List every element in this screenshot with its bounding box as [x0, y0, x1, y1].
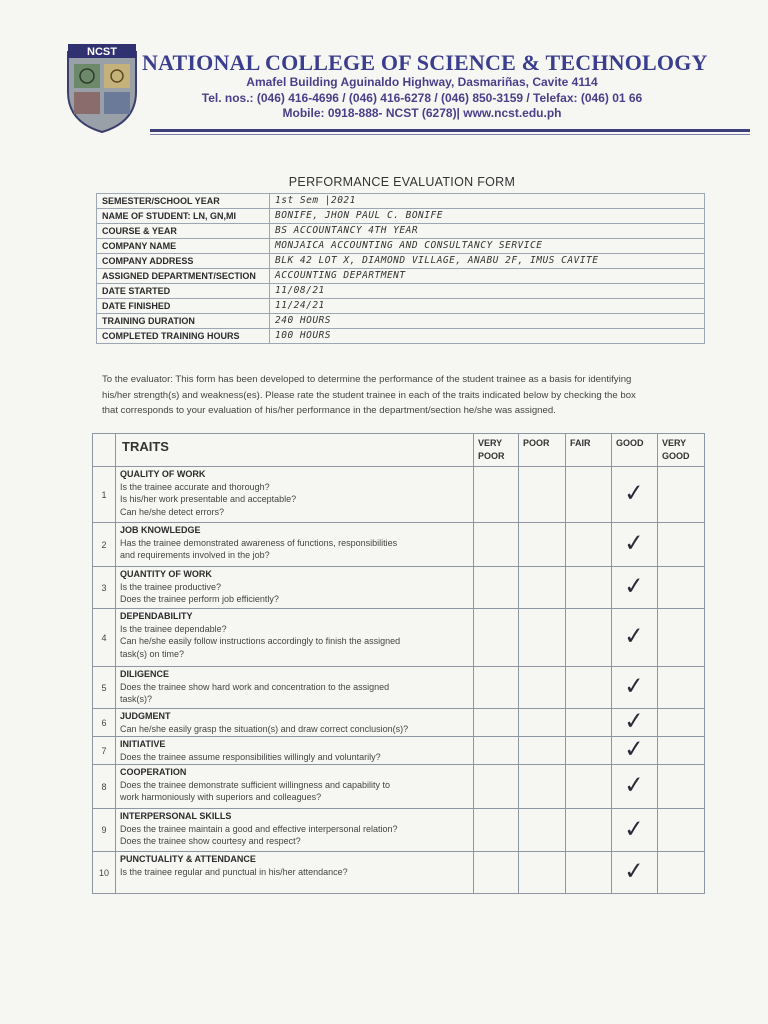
rating-header-fair: FAIR	[566, 434, 612, 467]
trait-question: Can he/she easily follow instructions accordingly to finish the assigned	[120, 636, 401, 646]
trait-question: Does the trainee show courtesy and respect?	[120, 836, 301, 846]
check-mark-icon: ✓	[623, 856, 646, 886]
rating-cell-very-good[interactable]	[658, 467, 705, 523]
rating-header-very-good: VERY GOOD	[658, 434, 705, 467]
rating-cell-fair[interactable]	[566, 609, 612, 667]
info-value[interactable]: BONIFE, JHON PAUL C. BONIFE	[270, 209, 705, 224]
trait-row	[93, 609, 705, 667]
info-label: NAME OF STUDENT: LN, GN,MI	[97, 209, 270, 224]
trait-question: Can he/she easily grasp the situation(s) and draw correct conclusion(s)?	[120, 723, 409, 734]
trait-row	[93, 765, 705, 809]
info-value[interactable]: 100 HOURS	[270, 329, 705, 344]
info-label: COMPANY ADDRESS	[97, 254, 270, 269]
trait-description	[116, 809, 474, 852]
trait-question: task(s)?	[120, 694, 153, 704]
ncst-logo	[62, 42, 142, 134]
rating-cell-very-poor[interactable]	[474, 609, 519, 667]
instruction-line: that corresponds to your evaluation of his/her performance in the department/section he/she was assigned.	[102, 405, 556, 416]
rating-cell-poor[interactable]	[519, 667, 566, 709]
trait-description	[116, 737, 474, 765]
trait-row	[93, 852, 705, 894]
info-value[interactable]: 11/24/21	[270, 299, 705, 314]
student-info-table	[96, 193, 705, 344]
trait-description	[116, 667, 474, 709]
trait-question: Is his/her work presentable and acceptable?	[120, 494, 297, 504]
trait-row	[93, 667, 705, 709]
trait-number: 5	[93, 667, 116, 709]
trait-description	[116, 567, 474, 609]
trait-question: task(s) on time?	[120, 648, 185, 659]
rating-cell-fair[interactable]	[566, 809, 612, 852]
trait-number: 6	[93, 709, 116, 737]
rating-header-poor: POOR	[519, 434, 566, 467]
trait-name: QUANTITY OF WORK	[120, 569, 212, 579]
trait-question: Has the trainee demonstrated awareness of functions, responsibilities	[120, 537, 398, 548]
rating-cell-very-poor[interactable]	[474, 667, 519, 709]
trait-description	[116, 765, 474, 809]
check-mark-icon: ✓	[623, 734, 646, 764]
school-mobile-website: Mobile: 0918-888- NCST (6278)| www.ncst.edu.ph	[282, 106, 562, 120]
rating-cell-poor[interactable]	[519, 737, 566, 765]
trait-number: 4	[93, 609, 116, 667]
header-divider	[150, 129, 750, 132]
info-value[interactable]: MONJAICA ACCOUNTING AND CONSULTANCY SERVICE	[270, 239, 705, 254]
rating-cell-poor[interactable]	[519, 809, 566, 852]
info-label: DATE FINISHED	[97, 299, 270, 314]
rating-cell-good[interactable]	[612, 523, 658, 567]
check-mark-icon: ✓	[623, 770, 646, 800]
rating-cell-poor[interactable]	[519, 467, 566, 523]
trait-name: INITIATIVE	[120, 739, 166, 749]
info-label: COMPANY NAME	[97, 239, 270, 254]
trait-row	[93, 809, 705, 852]
info-label: ASSIGNED DEPARTMENT/SECTION	[97, 269, 270, 284]
info-row	[97, 269, 705, 284]
rating-cell-good[interactable]	[612, 734, 658, 765]
trait-question: Does the trainee maintain a good and effective interpersonal relation?	[120, 823, 398, 834]
school-address: Amafel Building Aguinaldo Highway, Dasmariñas, Cavite 4114	[246, 75, 598, 89]
trait-question: Does the trainee perform job efficiently?	[120, 594, 279, 604]
trait-row	[93, 709, 705, 737]
rating-cell-very-poor[interactable]	[474, 737, 519, 765]
trait-name: QUALITY OF WORK	[120, 469, 206, 479]
info-row	[97, 254, 705, 269]
trait-description	[116, 523, 474, 567]
trait-description	[116, 609, 474, 667]
rating-cell-very-good[interactable]	[658, 852, 705, 894]
trait-number: 1	[93, 467, 116, 523]
rating-cell-very-good[interactable]	[658, 667, 705, 709]
info-value[interactable]: BLK 42 LOT X, DIAMOND VILLAGE, ANABU 2F, IMUS CAVITE	[270, 254, 705, 269]
trait-name: COOPERATION	[120, 767, 187, 777]
rating-cell-fair[interactable]	[566, 567, 612, 609]
school-name: NATIONAL COLLEGE OF SCIENCE & TECHNOLOGY	[142, 50, 708, 75]
info-row	[97, 314, 705, 329]
trait-number: 3	[93, 567, 116, 609]
rating-cell-very-good[interactable]	[658, 609, 705, 667]
rating-cell-fair[interactable]	[566, 737, 612, 765]
rating-cell-poor[interactable]	[519, 765, 566, 809]
trait-row	[93, 523, 705, 567]
rating-cell-poor[interactable]	[519, 852, 566, 894]
rating-cell-very-good[interactable]	[658, 737, 705, 765]
trait-description	[116, 852, 474, 894]
trait-question: Is the trainee productive?	[120, 581, 222, 592]
trait-name: PUNCTUALITY & ATTENDANCE	[120, 854, 256, 864]
trait-question: Does the trainee show hard work and concentration to the assigned	[120, 681, 390, 692]
svg-text:NCST: NCST	[87, 46, 117, 58]
header-divider-thin	[150, 134, 750, 135]
check-mark-icon: ✓	[623, 528, 646, 558]
info-value[interactable]: 1st Sem |2021	[270, 194, 705, 209]
rating-cell-poor[interactable]	[519, 523, 566, 567]
check-mark-icon: ✓	[623, 621, 646, 651]
rating-cell-very-good[interactable]	[658, 523, 705, 567]
rating-cell-very-poor[interactable]	[474, 809, 519, 852]
info-label: TRAINING DURATION	[97, 314, 270, 329]
rating-cell-good[interactable]	[612, 765, 658, 809]
rating-cell-good[interactable]	[612, 567, 658, 609]
rating-cell-fair[interactable]	[566, 709, 612, 737]
info-row	[97, 209, 705, 224]
trait-name: DEPENDABILITY	[120, 611, 193, 621]
trait-question: Does the trainee demonstrate sufficient willingness and capability to	[120, 779, 390, 790]
info-row	[97, 194, 705, 209]
trait-question: Is the trainee accurate and thorough?	[120, 481, 270, 492]
info-row	[97, 329, 705, 344]
info-value[interactable]: ACCOUNTING DEPARTMENT	[270, 269, 705, 284]
trait-question: Can he/she detect errors?	[120, 506, 225, 517]
trait-question: and requirements involved in the job?	[120, 550, 270, 560]
info-row	[97, 239, 705, 254]
trait-row	[93, 567, 705, 609]
number-header	[93, 434, 116, 467]
rating-cell-good[interactable]	[612, 809, 658, 852]
info-label: SEMESTER/SCHOOL YEAR	[97, 194, 270, 209]
rating-header-very-poor: VERY POOR	[474, 434, 519, 467]
check-mark-icon: ✓	[623, 478, 646, 508]
rating-cell-very-good[interactable]	[658, 765, 705, 809]
rating-cell-very-good[interactable]	[658, 567, 705, 609]
info-value[interactable]: BS ACCOUNTANCY 4TH YEAR	[270, 224, 705, 239]
rating-cell-poor[interactable]	[519, 609, 566, 667]
trait-description	[116, 709, 474, 737]
trait-name: JOB KNOWLEDGE	[120, 525, 201, 535]
trait-number: 7	[93, 737, 116, 765]
rating-cell-very-poor[interactable]	[474, 523, 519, 567]
rating-cell-good[interactable]	[612, 706, 658, 737]
rating-cell-fair[interactable]	[566, 852, 612, 894]
info-row	[97, 299, 705, 314]
instruction-line: To the evaluator: This form has been developed to determine the performance of the student trainee as a basis for identifying	[102, 374, 632, 385]
rating-cell-very-poor[interactable]	[474, 467, 519, 523]
trait-row	[93, 467, 705, 523]
instruction-line: his/her strength(s) and weakness(es). Please rate the student trainee in each of the traits indicated below by checking the box	[102, 389, 636, 401]
rating-cell-good[interactable]	[612, 852, 658, 894]
rating-cell-poor[interactable]	[519, 709, 566, 737]
info-value[interactable]: 11/08/21	[270, 284, 705, 299]
trait-name: INTERPERSONAL SKILLS	[120, 811, 232, 821]
info-row	[97, 224, 705, 239]
rating-cell-fair[interactable]	[566, 667, 612, 709]
check-mark-icon: ✓	[623, 671, 646, 701]
rating-cell-very-good[interactable]	[658, 809, 705, 852]
rating-cell-poor[interactable]	[519, 567, 566, 609]
rating-cell-very-poor[interactable]	[474, 765, 519, 809]
trait-number: 8	[93, 765, 116, 809]
trait-question: Is the trainee dependable?	[120, 623, 227, 634]
rating-cell-good[interactable]	[612, 467, 658, 523]
trait-row	[93, 737, 705, 765]
trait-question: work harmoniously with superiors and colleagues?	[120, 792, 322, 802]
check-mark-icon: ✓	[623, 813, 646, 844]
trait-name: DILIGENCE	[120, 669, 170, 679]
rating-cell-very-poor[interactable]	[474, 709, 519, 737]
info-value[interactable]: 240 HOURS	[270, 314, 705, 329]
traits-rating-table	[92, 433, 705, 894]
info-row	[97, 284, 705, 299]
rating-cell-fair[interactable]	[566, 523, 612, 567]
trait-number: 10	[93, 852, 116, 894]
rating-cell-very-good[interactable]	[658, 709, 705, 737]
evaluator-instructions	[102, 372, 702, 419]
school-telephone: Tel. nos.: (046) 416-4696 / (046) 416-6278 / (046) 850-3159 / Telefax: (046) 01 66	[201, 91, 643, 105]
trait-question: Does the trainee assume responsibilities willingly and voluntarily?	[120, 751, 381, 762]
info-label: DATE STARTED	[97, 284, 270, 299]
trait-description	[116, 467, 474, 523]
rating-cell-fair[interactable]	[566, 467, 612, 523]
check-mark-icon: ✓	[623, 706, 646, 736]
traits-header-row	[93, 434, 705, 467]
trait-name: JUDGMENT	[120, 711, 171, 721]
trait-number: 9	[93, 809, 116, 852]
info-label: COURSE & YEAR	[97, 224, 270, 239]
rating-cell-good[interactable]	[612, 667, 658, 709]
rating-cell-very-poor[interactable]	[474, 852, 519, 894]
rating-cell-fair[interactable]	[566, 765, 612, 809]
trait-number: 2	[93, 523, 116, 567]
check-mark-icon: ✓	[623, 571, 646, 601]
rating-cell-very-poor[interactable]	[474, 567, 519, 609]
rating-cell-good[interactable]	[612, 609, 658, 667]
trait-question: Is the trainee regular and punctual in his/her attendance?	[120, 866, 348, 877]
traits-header: TRAITS	[116, 434, 474, 467]
form-title: PERFORMANCE EVALUATION FORM	[288, 175, 516, 189]
info-label: COMPLETED TRAINING HOURS	[97, 329, 270, 344]
rating-header-good: GOOD	[612, 434, 658, 467]
